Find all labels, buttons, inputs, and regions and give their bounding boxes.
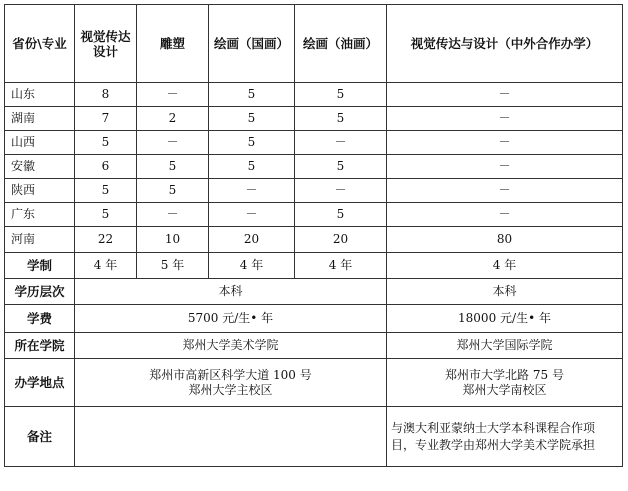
province-cell: 湖南 — [5, 107, 75, 131]
value-cell: － — [387, 179, 623, 203]
tuition-right: 18000 元/生• 年 — [387, 305, 623, 333]
table-row — [5, 131, 623, 155]
province-cell: 河南 — [5, 227, 75, 253]
tuition-left: 5700 元/生• 年 — [75, 305, 387, 333]
value-cell: － — [387, 203, 623, 227]
header-row — [5, 5, 623, 83]
value-cell: 8 — [75, 83, 137, 107]
table-row — [5, 179, 623, 203]
value-cell: 10 — [137, 227, 209, 253]
value-cell: － — [387, 155, 623, 179]
remarks-row — [5, 407, 623, 467]
value-cell: 5 — [209, 83, 295, 107]
location-left-line2: 郑州大学主校区 — [188, 382, 273, 397]
location-right-line2: 郑州大学南校区 — [462, 382, 547, 397]
col-header-sculpture: 雕塑 — [137, 5, 209, 83]
value-cell: － — [137, 83, 209, 107]
value-cell: 20 — [209, 227, 295, 253]
table-row — [5, 203, 623, 227]
value-cell: 80 — [387, 227, 623, 253]
province-cell: 山西 — [5, 131, 75, 155]
tuition-label: 学费 — [5, 305, 75, 333]
duration-cell: 4 年 — [209, 253, 295, 279]
value-cell: 5 — [295, 155, 387, 179]
tuition-row — [5, 305, 623, 333]
value-cell: － — [137, 131, 209, 155]
province-cell: 安徽 — [5, 155, 75, 179]
remarks-right: 与澳大利亚蒙纳士大学本科课程合作项目，专业教学由郑州大学美术学院承担 — [387, 407, 623, 467]
value-cell: － — [387, 83, 623, 107]
value-cell: 20 — [295, 227, 387, 253]
duration-cell: 4 年 — [295, 253, 387, 279]
location-left — [75, 359, 387, 407]
value-cell: 22 — [75, 227, 137, 253]
location-row — [5, 359, 623, 407]
value-cell: 5 — [209, 155, 295, 179]
value-cell: 5 — [75, 131, 137, 155]
value-cell: 5 — [209, 131, 295, 155]
college-label: 所在学院 — [5, 333, 75, 359]
duration-cell: 5 年 — [137, 253, 209, 279]
duration-cell: 4 年 — [387, 253, 623, 279]
value-cell: 5 — [137, 179, 209, 203]
value-cell: 5 — [295, 203, 387, 227]
province-cell: 山东 — [5, 83, 75, 107]
college-right: 郑州大学国际学院 — [387, 333, 623, 359]
degree-level-label: 学历层次 — [5, 279, 75, 305]
table-row — [5, 83, 623, 107]
value-cell: 5 — [209, 107, 295, 131]
value-cell: 7 — [75, 107, 137, 131]
col-header-chinese-painting: 绘画（国画） — [209, 5, 295, 83]
province-cell: 广东 — [5, 203, 75, 227]
value-cell: 5 — [295, 107, 387, 131]
table-row — [5, 155, 623, 179]
col-header-oil-painting: 绘画（油画） — [295, 5, 387, 83]
province-cell: 陕西 — [5, 179, 75, 203]
college-left: 郑州大学美术学院 — [75, 333, 387, 359]
degree-level-right: 本科 — [387, 279, 623, 305]
corner-header: 省份\专业 — [5, 5, 75, 83]
remarks-label: 备注 — [5, 407, 75, 467]
degree-level-left: 本科 — [75, 279, 387, 305]
duration-row — [5, 253, 623, 279]
value-cell: － — [209, 203, 295, 227]
enrollment-plan-table — [4, 4, 623, 467]
value-cell: 5 — [295, 83, 387, 107]
value-cell: 5 — [75, 203, 137, 227]
college-row — [5, 333, 623, 359]
location-left-line1: 郑州市高新区科学大道 100 号 — [149, 367, 312, 382]
location-right-line1: 郑州市大学北路 75 号 — [445, 367, 564, 382]
value-cell: 5 — [75, 179, 137, 203]
table-row — [5, 227, 623, 253]
table-row — [5, 107, 623, 131]
degree-level-row — [5, 279, 623, 305]
value-cell: － — [387, 107, 623, 131]
value-cell: 5 — [137, 155, 209, 179]
value-cell: － — [295, 131, 387, 155]
duration-label: 学制 — [5, 253, 75, 279]
location-right — [387, 359, 623, 407]
remarks-left — [75, 407, 387, 467]
value-cell: － — [137, 203, 209, 227]
value-cell: 6 — [75, 155, 137, 179]
location-label: 办学地点 — [5, 359, 75, 407]
value-cell: 2 — [137, 107, 209, 131]
value-cell: － — [387, 131, 623, 155]
duration-cell: 4 年 — [75, 253, 137, 279]
value-cell: － — [209, 179, 295, 203]
col-header-visual-comm: 视觉传达设计 — [75, 5, 137, 83]
col-header-sino-foreign: 视觉传达与设计（中外合作办学） — [387, 5, 623, 83]
value-cell: － — [295, 179, 387, 203]
